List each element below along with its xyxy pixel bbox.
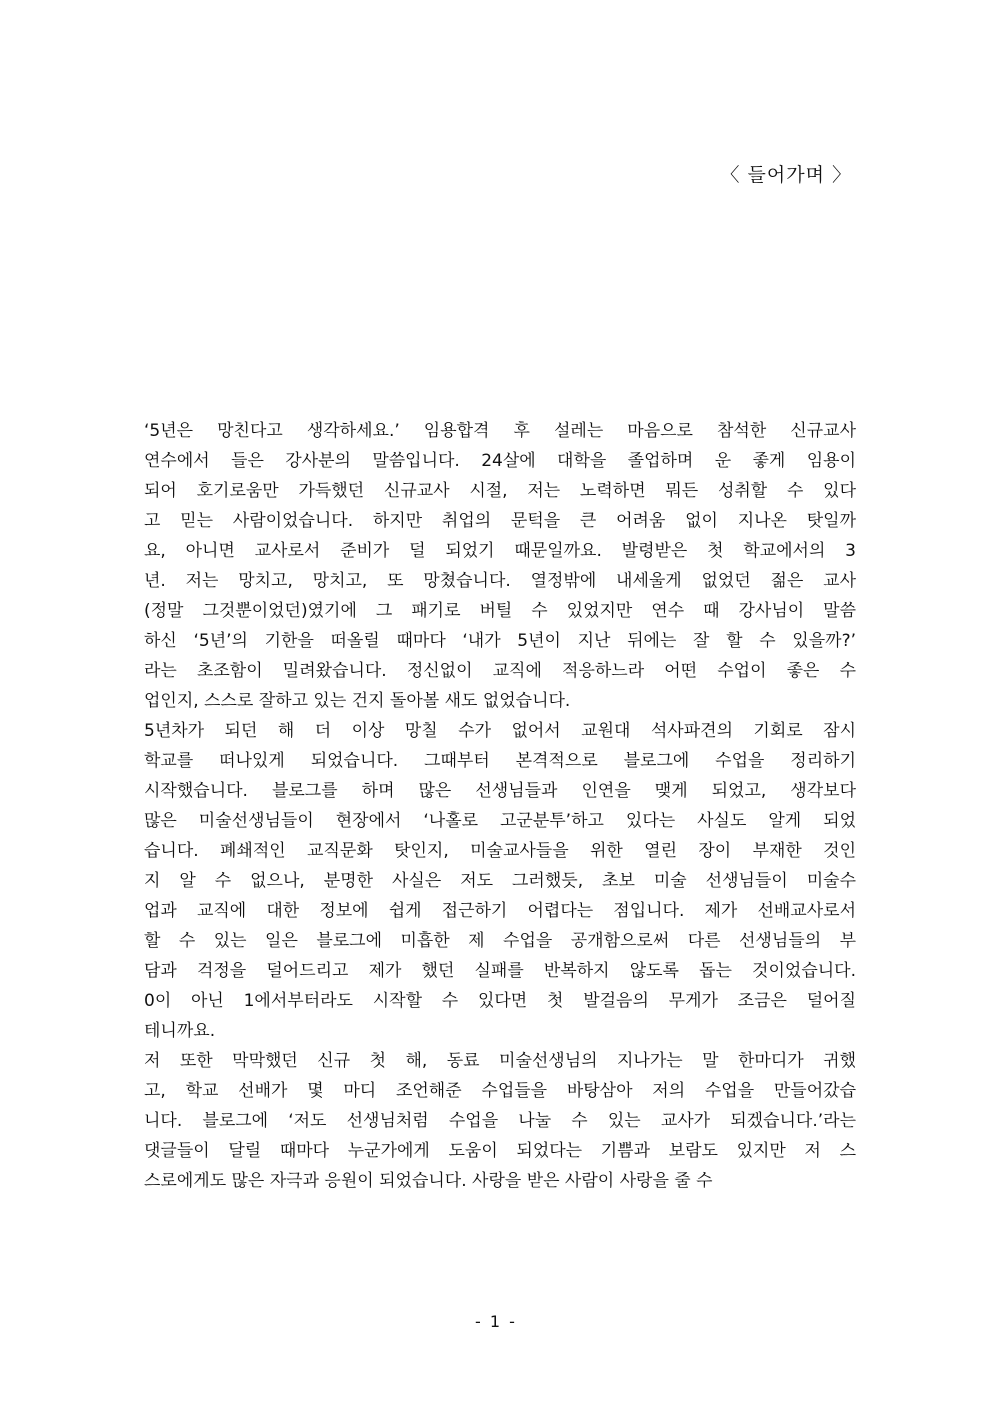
text-line: 많은 미술선생님들이 현장에서 ‘나홀로 고군분투’하고 있다는 사실도 알게 되었 <box>144 811 856 831</box>
text-line: 시작했습니다. 블로그를 하며 많은 선생님들과 인연을 맺게 되었고, 생각보다 <box>144 781 856 801</box>
paragraph <box>144 1046 856 1196</box>
text-line: 댓글들이 달릴 때마다 누군가에게 도움이 되었다는 기쁨과 보람도 있지만 저 스 <box>144 1141 856 1161</box>
text-line: 저 또한 막막했던 신규 첫 해, 동료 미술선생님의 지나가는 말 한마디가 귀했 <box>144 1051 856 1071</box>
text-line: 고, 학교 선배가 몇 마디 조언해준 수업들을 바탕삼아 저의 수업을 만들어갔습 <box>144 1081 856 1101</box>
text-line: 습니다. 폐쇄적인 교직문화 탓인지, 미술교사들을 위한 열린 장이 부재한 것인 <box>144 841 856 861</box>
text-line: 라는 초조함이 밀려왔습니다. 정신없이 교직에 적응하느라 어떤 수업이 좋은 수 <box>144 661 856 681</box>
text-line: 하신 ‘5년’의 기한을 떠올릴 때마다 ‘내가 5년이 지난 뒤에는 잘 할 수 있을까?’ <box>144 631 856 651</box>
text-line: 할 수 있는 일은 블로그에 미흡한 제 수업을 공개함으로써 다른 선생님들의 부 <box>144 931 856 951</box>
text-line: 스로에게도 많은 자극과 응원이 되었습니다. 사랑을 받은 사람이 사랑을 줄 수 <box>144 1171 713 1191</box>
section-heading: 〈 들어가며 〉 <box>720 164 852 186</box>
text-line: 업인지, 스스로 잘하고 있는 건지 돌아볼 새도 없었습니다. <box>144 691 571 711</box>
text-line: 니다. 블로그에 ‘저도 선생님처럼 수업을 나눌 수 있는 교사가 되겠습니다.’라는 <box>144 1111 856 1131</box>
text-line: 5년차가 되던 해 더 이상 망칠 수가 없어서 교원대 석사파견의 기회로 잠시 <box>144 721 856 741</box>
text-line: 되어 호기로움만 가득했던 신규교사 시절, 저는 노력하면 뭐든 성취할 수 있다 <box>144 481 856 501</box>
text-line: 업과 교직에 대한 정보에 쉽게 접근하기 어렵다는 점입니다. 제가 선배교사로서 <box>144 901 856 921</box>
paragraph <box>144 716 856 1046</box>
text-line: 지 알 수 없으나, 분명한 사실은 저도 그러했듯, 초보 미술 선생님들이 미술수 <box>144 871 856 891</box>
text-line: 고 믿는 사람이었습니다. 하지만 취업의 문턱을 큰 어려움 없이 지나온 탓일까 <box>144 511 856 531</box>
body-text <box>144 416 856 1196</box>
text-line: 년. 저는 망치고, 망치고, 또 망쳤습니다. 열정밖에 내세울게 없었던 젊은 교사 <box>144 571 856 591</box>
text-line: 테니까요. <box>144 1021 216 1041</box>
page-number: - 1 - <box>475 1312 517 1331</box>
text-line: 연수에서 들은 강사분의 말씀입니다. 24살에 대학을 졸업하며 운 좋게 임용이 <box>144 451 856 471</box>
paragraph <box>144 416 856 716</box>
text-line: 요, 아니면 교사로서 준비가 덜 되었기 때문일까요. 발령받은 첫 학교에서의 3 <box>144 541 856 561</box>
text-line: 0이 아닌 1에서부터라도 시작할 수 있다면 첫 발걸음의 무게가 조금은 덜어질 <box>144 991 856 1011</box>
text-line: (정말 그것뿐이었던)였기에 그 패기로 버틸 수 있었지만 연수 때 강사님이 말씀 <box>144 601 856 621</box>
text-line: 담과 걱정을 덜어드리고 제가 했던 실패를 반복하지 않도록 돕는 것이었습니다. <box>144 961 856 981</box>
text-line: ‘5년은 망친다고 생각하세요.’ 임용합격 후 설레는 마음으로 참석한 신규교사 <box>144 421 856 441</box>
text-line: 학교를 떠나있게 되었습니다. 그때부터 본격적으로 블로그에 수업을 정리하기 <box>144 751 856 771</box>
